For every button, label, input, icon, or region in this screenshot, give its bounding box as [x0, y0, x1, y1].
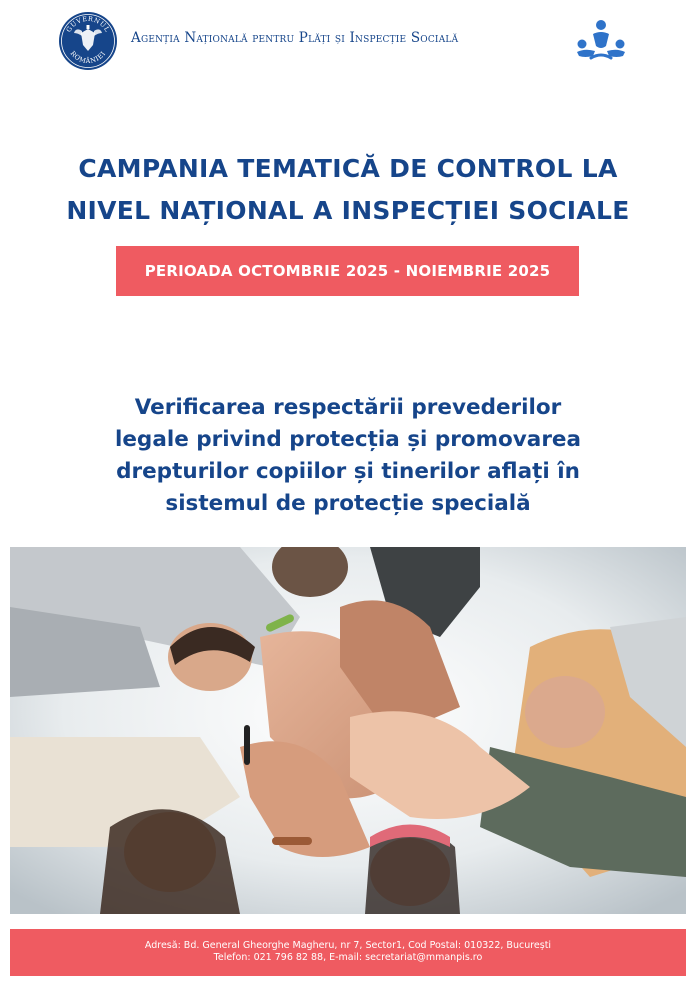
subtitle-line: legale privind protecția și promovarea	[114, 427, 582, 452]
subtitle-line: sistemul de protecție specială	[165, 491, 531, 516]
photo-illustration	[10, 547, 686, 914]
main-title-line: NIVEL NAȚIONAL A INSPECȚIEI SOCIALE	[66, 196, 630, 225]
subtitle	[40, 392, 656, 520]
period-banner: PERIOADA OCTOMBRIE 2025 - NOIEMBRIE 2025	[116, 246, 579, 296]
people-logo-icon	[573, 18, 629, 66]
subtitle-line: Verificarea respectării prevederilor	[134, 395, 562, 420]
footer	[10, 929, 686, 976]
footer-contact: Telefon: 021 796 82 88, E-mail: secretariat@mmanpis.ro	[213, 952, 483, 963]
main-title	[20, 148, 676, 232]
subtitle-line: drepturilor copiilor și tinerilor aflați în	[116, 459, 580, 484]
agency-name: Agenția Națională pentru Plăți și Inspecție Socială	[131, 30, 459, 46]
seal-text-bottom: ROMÂNIEI	[68, 49, 108, 66]
main-title-line: CAMPANIA TEMATICĂ DE CONTROL LA	[78, 154, 618, 183]
header	[0, 0, 696, 90]
seal-text-top: GUVERNUL	[64, 14, 112, 34]
footer-address: Adresă: Bd. General Gheorghe Magheru, nr 7, Sector1, Cod Postal: 010322, București	[144, 940, 552, 951]
group-hands-photo	[10, 547, 686, 914]
government-seal-icon	[58, 11, 118, 71]
